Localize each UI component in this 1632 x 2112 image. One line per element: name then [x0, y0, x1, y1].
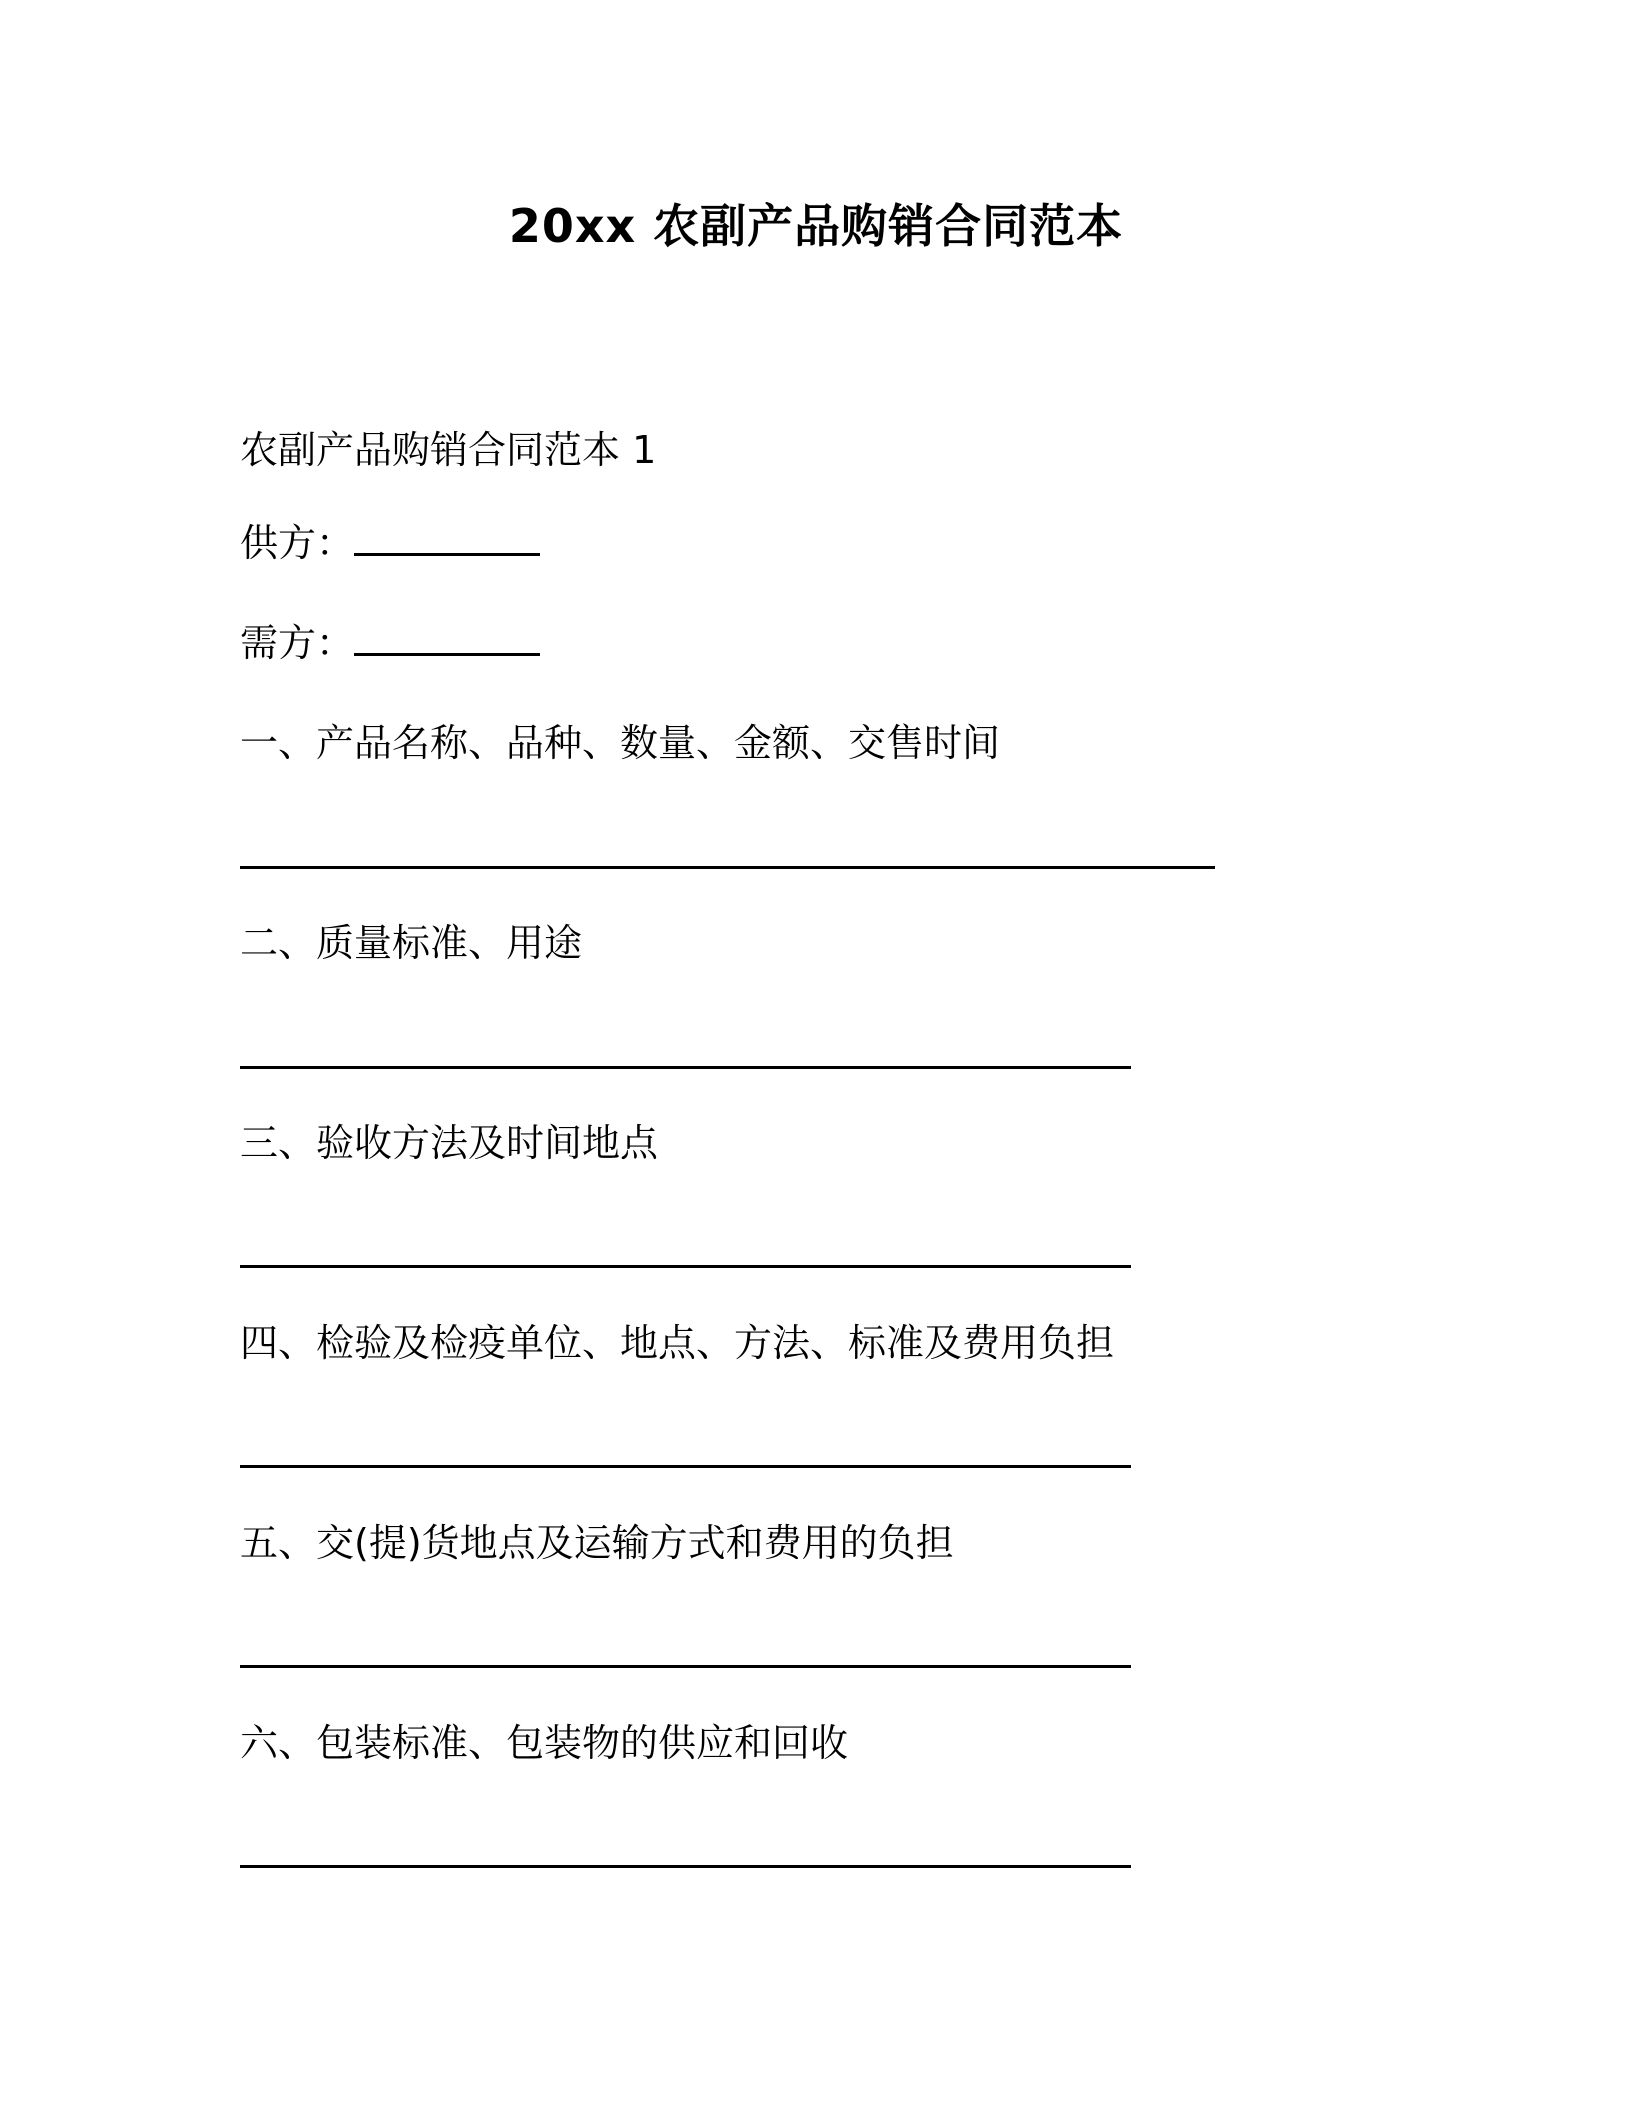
- section-heading-1: 一、产品名称、品种、数量、金额、交售时间: [240, 721, 1001, 765]
- fill-in-rule-6: [240, 1865, 1131, 1868]
- buyer-blank: [354, 623, 540, 656]
- section-heading-2: 二、质量标准、用途: [240, 921, 583, 965]
- buyer-label: 需方：: [240, 621, 355, 665]
- section-heading-4: 四、检验及检疫单位、地点、方法、标准及费用负担: [240, 1321, 1115, 1365]
- document-title: 20xx 农副产品购销合同范本: [508, 199, 1124, 253]
- supplier-blank: [354, 523, 540, 556]
- fill-in-rule-2: [240, 1066, 1131, 1069]
- section-heading-3: 三、验收方法及时间地点: [240, 1121, 659, 1165]
- contract-subtitle: 农副产品购销合同范本 1: [240, 428, 657, 472]
- fill-in-rule-4: [240, 1465, 1131, 1468]
- fill-in-rule-3: [240, 1265, 1131, 1268]
- supplier-label: 供方：: [240, 521, 355, 565]
- supplier-line: [240, 518, 540, 568]
- buyer-line: [240, 618, 540, 668]
- section-heading-6: 六、包装标准、包装物的供应和回收: [240, 1721, 849, 1765]
- fill-in-rule-5: [240, 1665, 1131, 1668]
- fill-in-rule-1: [240, 866, 1215, 869]
- section-heading-5: 五、交(提)货地点及运输方式和费用的负担: [240, 1521, 954, 1565]
